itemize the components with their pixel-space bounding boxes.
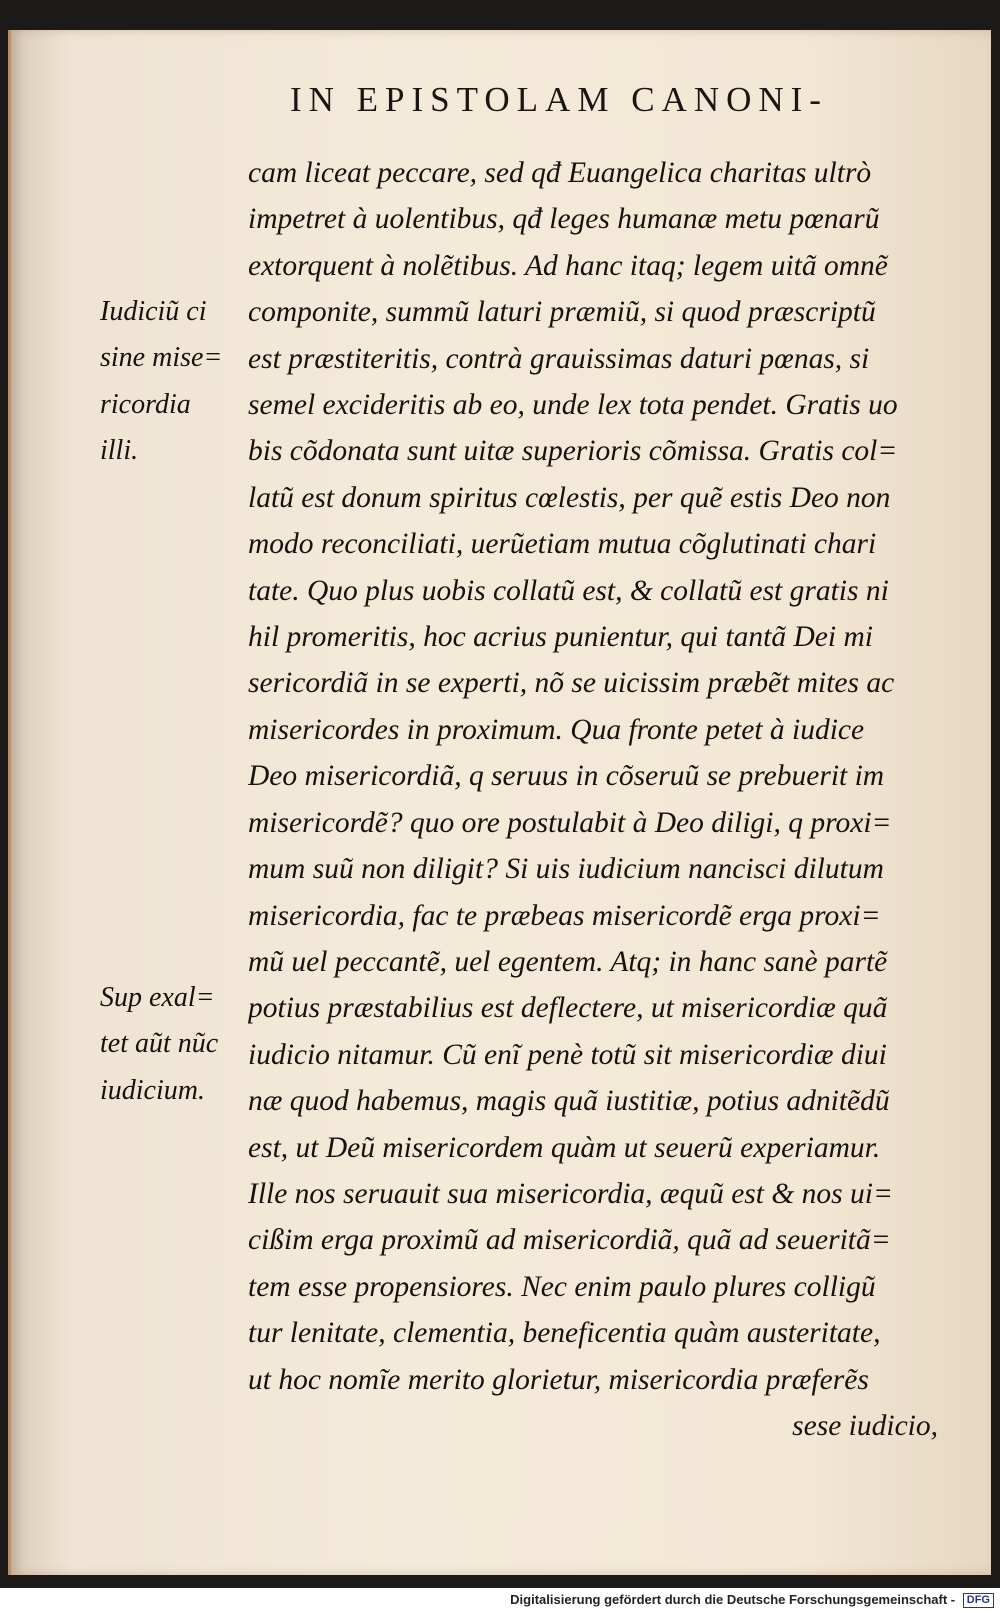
text-line: latũ est donum spiritus cœlestis, per quẽ estis Deo non (248, 481, 891, 514)
digitization-credit (510, 1592, 994, 1608)
text-line: semel excideritis ab eo, unde lex tota pendet. Gratis uo (248, 389, 898, 422)
credit-text: Digitalisierung gefördert durch die Deutsche Forschungsgemeinschaft - (510, 1592, 956, 1607)
text-line: tur lenitate, clementia, beneficentia quàm austeritate, (248, 1317, 881, 1350)
dfg-logo-icon: DFG (963, 1593, 994, 1608)
main-text-block (248, 150, 938, 1449)
text-line: bis cõdonata sunt uitæ superioris cõmissa. Gratis col= (248, 435, 898, 468)
margin-note-line: Sup exal= (100, 982, 215, 1013)
text-line: cißim erga proximũ ad misericordiã, quã ad seueritã= (248, 1224, 891, 1257)
text-line: cam liceat peccare, sed qđ Euangelica charitas ultrò (248, 157, 872, 189)
text-line: misericordia, fac te præbeas misericordẽ erga proxi= (248, 899, 881, 932)
text-line: mũ uel peccantẽ, uel egentem. Atq; in hanc sanè partẽ (248, 945, 888, 978)
margin-note-1 (100, 289, 250, 475)
margin-note-line: Iudiciũ ci (100, 296, 207, 327)
text-line: modo reconciliati, uerũetiam mutua cõglutinati chari (248, 528, 877, 561)
text-line: componite, summũ laturi præmiũ, si quod præscriptũ (248, 296, 876, 329)
text-line: sericordiã in se experti, nõ se uicissim præbẽt mites ac (248, 667, 895, 700)
text-line-catchword: sese iudicio, (792, 1409, 938, 1442)
running-head: IN EPISTOLAM CANONI- (290, 80, 828, 119)
margin-note-line: ricordia (100, 388, 191, 420)
text-line: næ quod habemus, magis quã iustitiæ, potius adnitẽdũ (248, 1085, 890, 1118)
text-line: iudicio nitamur. Cũ enĩ penè totũ sit misericordiæ diui (248, 1038, 887, 1071)
margin-note-line: sine mise= (100, 342, 223, 374)
text-line: impetret à uolentibus, qđ leges humanæ metu pœnarũ (248, 203, 880, 236)
margin-note-line: iudicium. (100, 1074, 205, 1106)
text-line: Ille nos seruauit sua misericordia, æquũ est & nos ui= (248, 1177, 893, 1210)
text-line: misericordẽ? quo ore postulabit à Deo diligi, q proxi= (248, 806, 892, 839)
margin-note-2 (100, 975, 250, 1114)
text-line: tate. Quo plus uobis collatũ est, & collatũ est gratis ni (248, 574, 889, 607)
text-line: Deo misericordiã, q seruus in cõseruũ se prebuerit im (248, 760, 885, 793)
text-line: ut hoc nomĩe merito glorietur, misericordia præferẽs (248, 1363, 869, 1396)
text-line: mum suũ non diligit? Si uis iudicium nancisci dilutum (248, 853, 884, 886)
text-line: potius præstabilius est deflectere, ut misericordiæ quã (248, 992, 888, 1025)
text-line: tem esse propensiores. Nec enim paulo plures colligũ (248, 1270, 876, 1303)
text-line: est præstiteritis, contrà grauissimas daturi pœnas, si (248, 342, 870, 375)
margin-note-line: illi. (100, 435, 139, 467)
text-line: extorquent à nolẽtibus. Ad hanc itaq; legem uitã omnẽ (248, 249, 888, 282)
text-line: misericordes in proximum. Qua fronte petet à iudice (248, 713, 865, 746)
margin-note-line: tet aũt nũc (100, 1028, 219, 1060)
text-line: est, ut Deũ misericordem quàm ut seuerũ experiamur. (248, 1131, 881, 1164)
text-line: hil promeritis, hoc acrius punientur, qui tantã Dei mi (248, 621, 873, 654)
